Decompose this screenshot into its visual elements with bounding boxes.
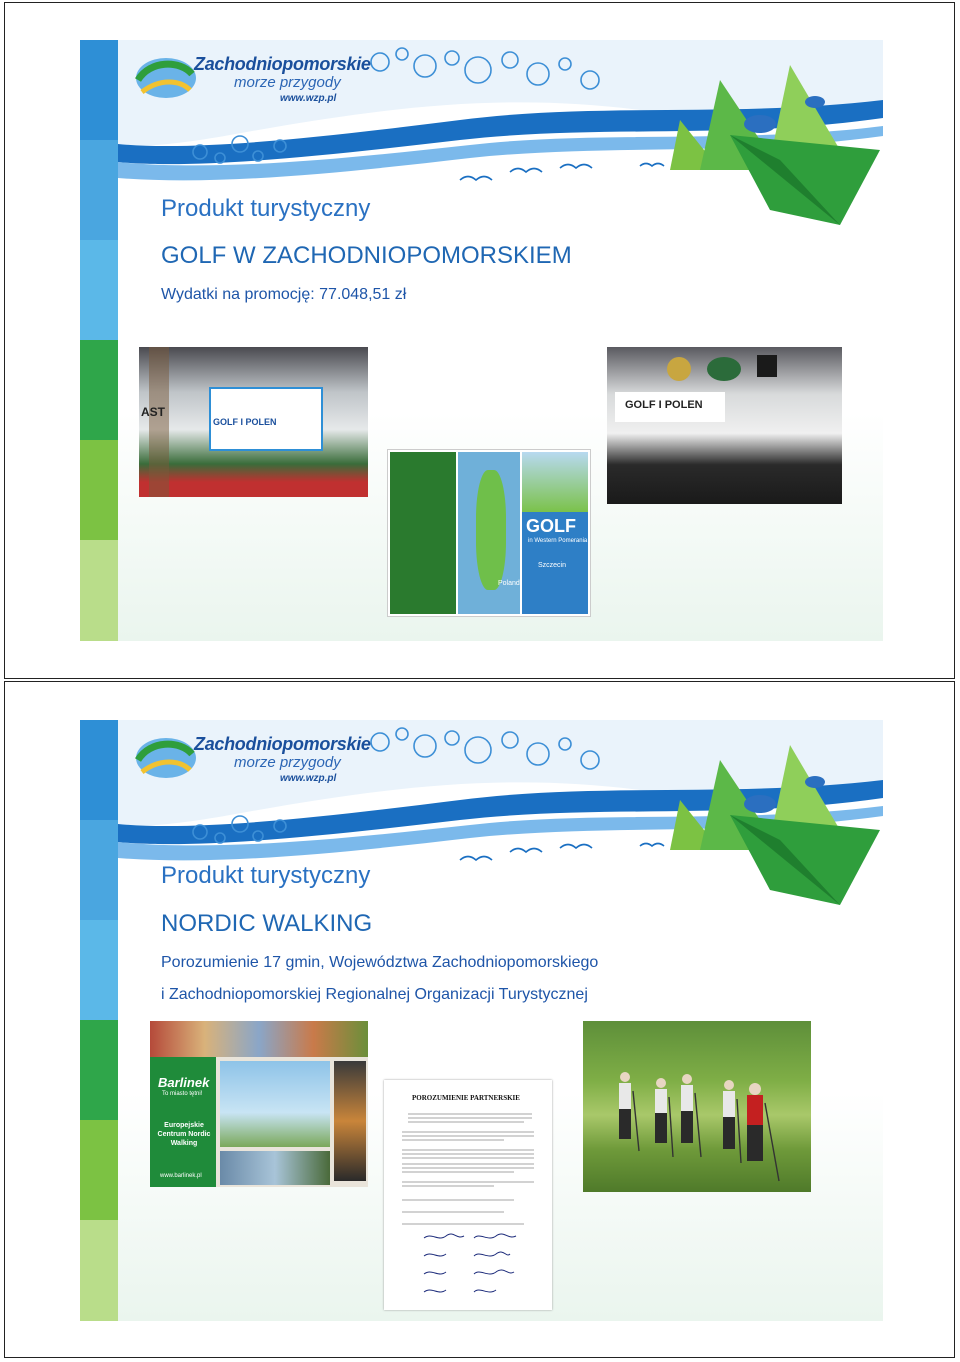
booth-edge-sign: AST (141, 405, 165, 419)
brochure-brand: Barlinek (158, 1075, 210, 1090)
partnership-agreement-document (384, 1080, 552, 1310)
document-text-lines (384, 1080, 552, 1310)
brochure-golf-title: GOLF (526, 516, 576, 536)
brochure-country: Poland (498, 580, 520, 587)
product-title: GOLF W ZACHODNIOPOMORSKIEM (161, 242, 572, 269)
brochure-brand-tagline: To miasto tętni! (162, 1091, 203, 1097)
slide-golf (80, 40, 883, 641)
brochure-center-name: Europejskie Centrum Nordic Walking (157, 1122, 211, 1147)
logo-subtitle: morze przygody (234, 754, 341, 771)
brochure-url: www.barlinek.pl (160, 1173, 202, 1179)
product-title: NORDIC WALKING (161, 910, 373, 937)
logo-url: www.wzp.pl (280, 773, 337, 784)
photo-fair-booth-right (607, 347, 842, 504)
photo-golf-brochure (387, 449, 591, 617)
slide-nordic-walking (80, 720, 883, 1321)
photo-nordic-walkers (583, 1021, 811, 1192)
logo-url: www.wzp.pl (280, 93, 337, 104)
walkers-illustration (583, 1021, 811, 1192)
logo-title: Zachodniopomorskie (194, 734, 371, 754)
booth-sign: GOLF I POLEN (213, 417, 277, 427)
booth-right-sign: GOLF I POLEN (625, 399, 703, 411)
document-title: POROZUMIENIE PARTNERSKIE (412, 1094, 520, 1102)
product-description: Wydatki na promocję: 77.048,51 zł (161, 286, 407, 303)
product-description-line-2: i Zachodniopomorskiej Regionalnej Organizacji Turystycznej (161, 986, 588, 1003)
logo-subtitle: morze przygody (234, 74, 341, 91)
photo-fair-booth-left (139, 347, 368, 497)
product-label: Produkt turystyczny (161, 862, 371, 889)
product-label: Produkt turystyczny (161, 195, 371, 222)
logo-title: Zachodniopomorskie (194, 54, 371, 74)
photo-barlinek-brochure (150, 1021, 368, 1187)
brochure-golf-subtitle: in Western Pomerania (528, 538, 588, 544)
brochure-city: Szczecin (538, 562, 567, 569)
product-description-line-1: Porozumienie 17 gmin, Województwa Zachodniopomorskiego (161, 954, 599, 971)
